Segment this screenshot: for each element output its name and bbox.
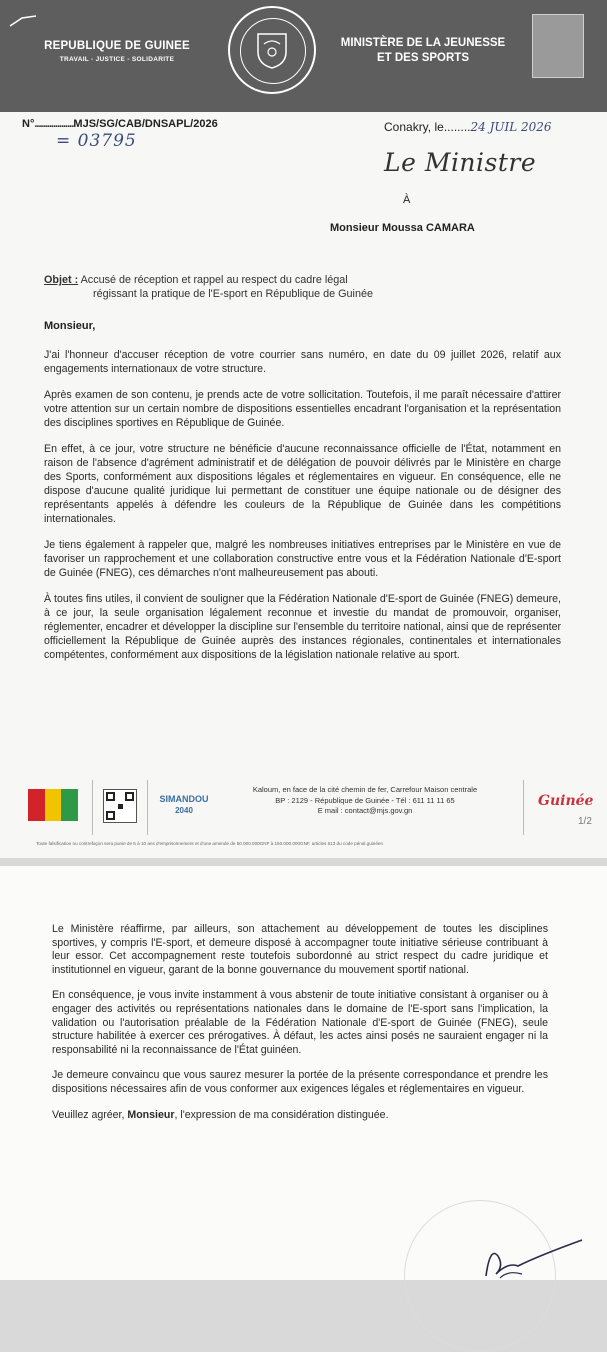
republic-motto: TRAVAIL - JUSTICE - SOLIDARITE <box>59 56 175 63</box>
paragraph: Le Ministère réaffirme, par ailleurs, son attachement au développement de toutes les disciplines sportives, y compris l'E-sport, et demeure disposé à accompagner toute initiative sérieuse contribuant à leur essor. Cet accompagnement reste toutefois subordonné au strict respect du cadre juridique et institutionnel en vigueur, garant de la bonne gouvernance du mouvement sportif national. <box>52 923 548 976</box>
ministry-seal-icon <box>228 6 316 94</box>
qr-code-icon <box>103 789 137 823</box>
legal-notice: Toute falsification ou contrefaçon sera punie de 5 à 10 ans d'emprisonnement et d'une amende de 50.000.000GNF à 150.000.000GNF, articles 613 du code pénal guinéen <box>36 841 384 846</box>
corner-mark-icon <box>8 14 38 28</box>
paragraph: J'ai l'honneur d'accuser réception de votre courrier sans numéro, en date du 09 juillet 2026, relatif aux engagements internationaux de votre structure. <box>44 349 561 375</box>
paragraph: En conséquence, je vous invite instamment à vous abstenir de toute initiative consistant à organiser ou à engager des activités ou représentations nationales dans le domaine de l'E-sport sans l'implication, la validation ou l'autorisation préalable de la Fédération Nationale d'E-sport de Guinée (FNEG), seule structure habilitée à exercer ces prérogatives. À défaut, les actes ainsi posés ne sauraient engager ni la responsabilité ni la reconnaissance de l'État guinéen. <box>52 989 548 1056</box>
subject-block <box>44 273 564 301</box>
republic-block <box>22 40 212 63</box>
letterhead <box>0 0 607 112</box>
letter-footer <box>0 770 607 858</box>
paragraph: En effet, à ce jour, votre structure ne bénéficie d'aucune reconnaissance officielle de l'État, notamment en raison de l'absence d'agrément administratif et de délégation de pouvoir délivrés par le Ministère en charge des Sports, conformément aux dispositions légales et réglementaires en vigueur. En conséquence, elle ne dispose d'aucune qualité juridique lui permettant de constituer une équipe nationale ou de désigner des représentants appelés à défendre les couleurs de la République de Guinée dans les compétitions internationales. <box>44 443 561 525</box>
date-line: Conakry, le........24 JUIL 2026 <box>384 120 552 134</box>
guinea-flag-icon <box>28 789 78 821</box>
paragraph: Après examen de son contenu, je prends acte de votre sollicitation. Toutefois, il me paraît nécessaire d'attirer votre attention sur un certain nombre de dispositions essentielles encadrant l'organisation et la représentation des disciplines sportives en République de Guinée. <box>44 389 561 429</box>
subject-label: Objet : <box>44 274 79 286</box>
handwritten-reference-number: = 03795 <box>56 131 137 151</box>
addressee-to: À <box>403 194 411 206</box>
signature-icon <box>478 1226 588 1280</box>
paragraph: Je tiens également à rappeler que, malgré les nombreuses initiatives entreprises par le Ministère en vue de favoriser un rapprochement et une collaboration constructive entre vous et la Fédération Nationale d'E-sport de Guinée (FNEG), ces démarches n'ont malheureusement pas abouti. <box>44 539 561 579</box>
guinee-brand-logo: Guinée <box>538 793 594 809</box>
closing-line: Veuillez agréer, Monsieur, l'expression de ma considération distinguée. <box>52 1108 389 1121</box>
reference-line: N°...................MJS/SG/CAB/DNSAPL/2026 <box>22 118 218 130</box>
subject-line-2: régissant la pratique de l'E-sport en République de Guinée <box>93 288 373 300</box>
ministry-address: Kaloum, en face de la cité chemin de fer, Carrefour Maison centrale BP : 2129 - République de Guinée - Tél : 611 11 11 65 E mail : contact@mjs.gov.gn <box>252 785 478 815</box>
letter-body-page-1 <box>44 348 561 674</box>
letter-body-page-2 <box>52 923 548 1134</box>
salutation: Monsieur, <box>44 320 96 332</box>
coat-of-arms-icon <box>254 30 290 70</box>
page-number: 1/2 <box>578 816 592 827</box>
subject-line-1: Accusé de réception et rappel au respect du cadre légal <box>80 274 348 286</box>
addressee-name: Monsieur Moussa CAMARA <box>330 222 475 234</box>
paragraph: À toutes fins utiles, il convient de souligner que la Fédération Nationale d'E-sport de Guinée (FNEG) demeure, à ce jour, la seule organisation légalement reconnue et investie du mandat de promouvoir, organiser, réglementer, encadrer et développer la discipline sur l'ensemble du territoire national, ainsi que de représenter officiellement la République de Guinée auprès des instances régionales, continentales et internationales compétentes, conformément aux dispositions de la législation nationale relative au sport. <box>44 593 561 661</box>
ministry-name: MINISTÈRE DE LA JEUNESSE ET DES SPORTS <box>340 37 506 64</box>
paragraph: Je demeure convaincu que vous saurez mesurer la portée de la présente correspondance et prendre les dispositions nécessaires afin de vous conformer aux exigences légales et réglementaires en vigueur. <box>52 1069 548 1095</box>
reference-code: MJS/SG/CAB/DNSAPL/2026 <box>73 118 218 130</box>
sender-title: Le Ministre <box>384 148 537 177</box>
republic-name: REPUBLIQUE DE GUINEE <box>44 40 190 52</box>
date-stamp: 24 JUIL 2026 <box>470 120 552 134</box>
simandou-logo: SIMANDOU 2040 <box>159 794 209 815</box>
official-stamp-icon <box>532 14 584 78</box>
